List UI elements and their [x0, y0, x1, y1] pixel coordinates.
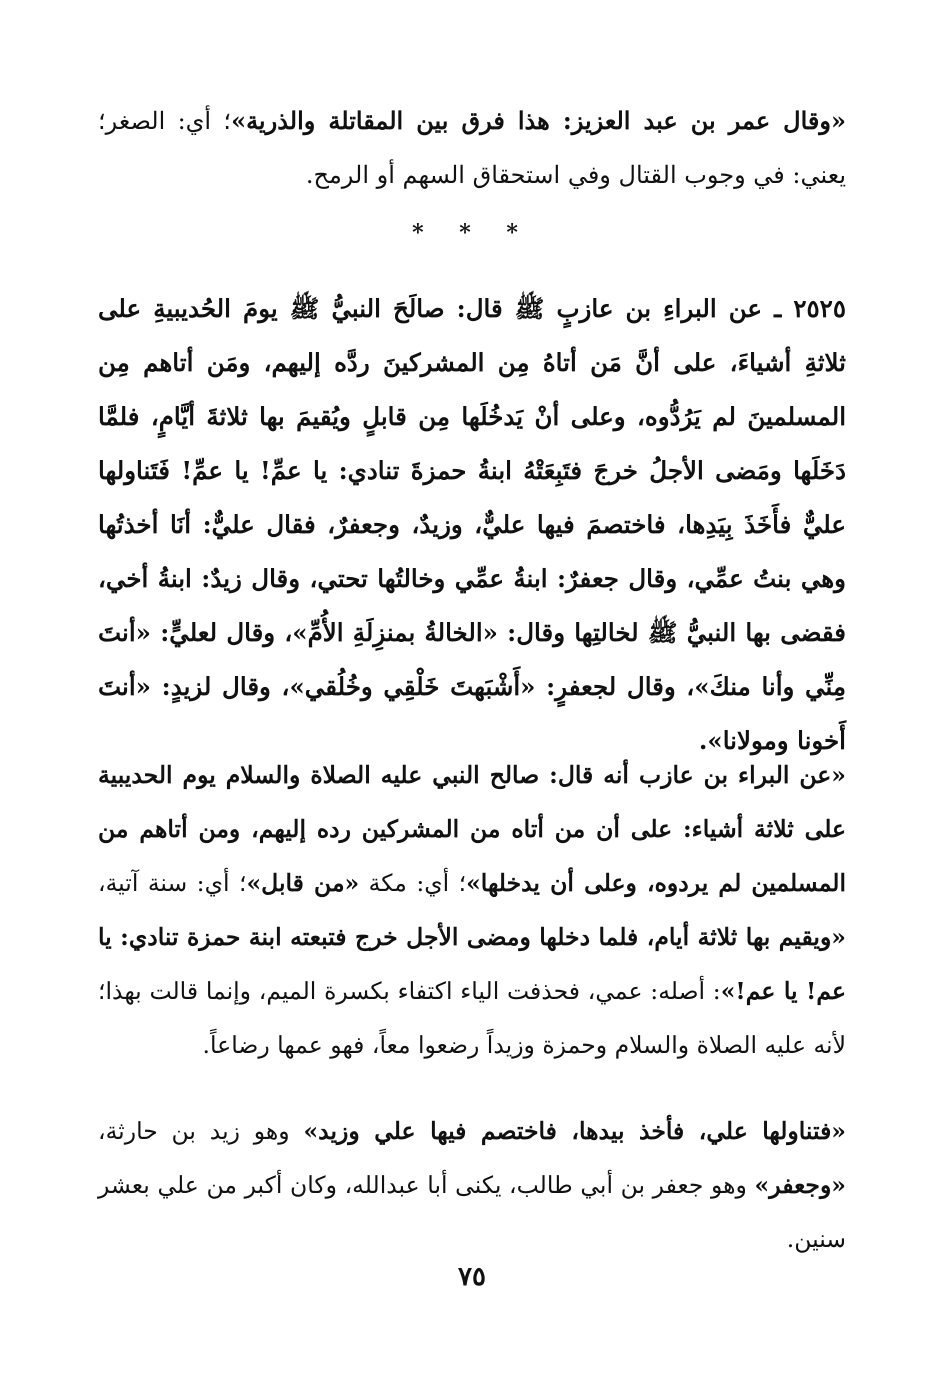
- section-divider: * * *: [412, 220, 532, 246]
- intro-quote: «وقال عمر بن عبد العزيز: هذا فرق بين المقاتلة والذرية»: [231, 106, 846, 135]
- commentary2-quote-2: «وجعفر»: [754, 1171, 846, 1199]
- commentary1-quote-1: «عن البراء بن عازب أنه قال: صالح النبي عليه الصلاة والسلام يوم الحديبية على ثلاثة أشياء: على أن من أتاه من المشركين رده إليهم، ومن أتاهم من المسلمين لم يردوه، وعلى أن يدخلها»: [98, 761, 846, 897]
- commentary2-quote-1: «فتناولها علي، فأخذ بيدها، فاختصم فيها علي وزيد»: [303, 1117, 846, 1145]
- commentary1-quote-3: «ويقيم بها ثلاثة أيام، فلما دخلها ومضى الأجل خرج فتبعته ابنة حمزة تنادي: يا عم! يا عم!»: [98, 923, 846, 1005]
- commentary1-text-1: ؛ أي: مكة: [359, 869, 467, 897]
- intro-paragraph: [98, 94, 846, 202]
- commentary1-text-2: ؛ أي: سنة آتية،: [98, 869, 247, 897]
- intro-explanation: ؛ أي: الصغر؛ يعني: في وجوب القتال وفي استحقاق السهم أو الرمح.: [98, 107, 846, 189]
- commentary-paragraph-2: [98, 1104, 846, 1266]
- commentary1-quote-2: «من قابل»: [246, 869, 360, 897]
- hadith-2525-text: ٢٥٢٥ ـ عن البراءِ بن عازبٍ ﷺ قال: صالَحَ النبيُّ ﷺ يومَ الحُديبيةِ على ثلاثةِ أشياءَ، على أنَّ مَن أتاهُ مِن المشركينَ ردَّه إليهم، ومَن أتاهم مِن المسلمينَ لم يَرُدُّوه، وعلى أنْ يَدخُلَها مِن قابلٍ ويُقيمَ بها ثلاثةَ أيَّامٍ، فلمَّا دَخَلَها ومَضى الأجلُ خرجَ فتَبِعَتْهُ ابنةُ حمزةَ تنادي: يا عمِّ! يا عمِّ! فَتَناولها عليٌّ فأَخَذَ بِيَدِها، فاختصمَ فيها عليٌّ، وزيدٌ، وجعفرٌ، فقال عليٌّ: أنَا أخذتُها وهي بنتُ عمِّي، وقال جعفرٌ: ابنةُ عمِّي وخالتُها تحتي، وقال زيدٌ: ابنةُ أخي، فقضى بها النبيُّ ﷺ لخالتِها وقال: «الخالةُ بمنزِلَةِ الأُمِّ»، وقال لعليٍّ: «أنتَ مِنِّي وأنا منكَ»، وقال لجعفرٍ: «أَشْبَهتَ خَلْقِي وخُلُقي»، وقال لزيدٍ: «أنتَ أَخونا ومولانا».: [98, 294, 846, 755]
- commentary2-text-1: وهو زيد بن حارثة،: [98, 1117, 304, 1145]
- page-number: ٧٥: [458, 1262, 486, 1292]
- commentary1-text-3: : أصله: عمي، فحذفت الياء اكتفاء بكسرة الميم، وإنما قالت بهذا؛ لأنه عليه الصلاة والسلام وحمزة وزيداً رضعوا معاً، فهو عمها رضاعاً.: [98, 977, 846, 1059]
- commentary-paragraph-1: [98, 748, 846, 1072]
- commentary2-text-2: وهو جعفر بن أبي طالب، يكنى أبا عبدالله، وكان أكبر من علي بعشر سنين.: [98, 1171, 846, 1253]
